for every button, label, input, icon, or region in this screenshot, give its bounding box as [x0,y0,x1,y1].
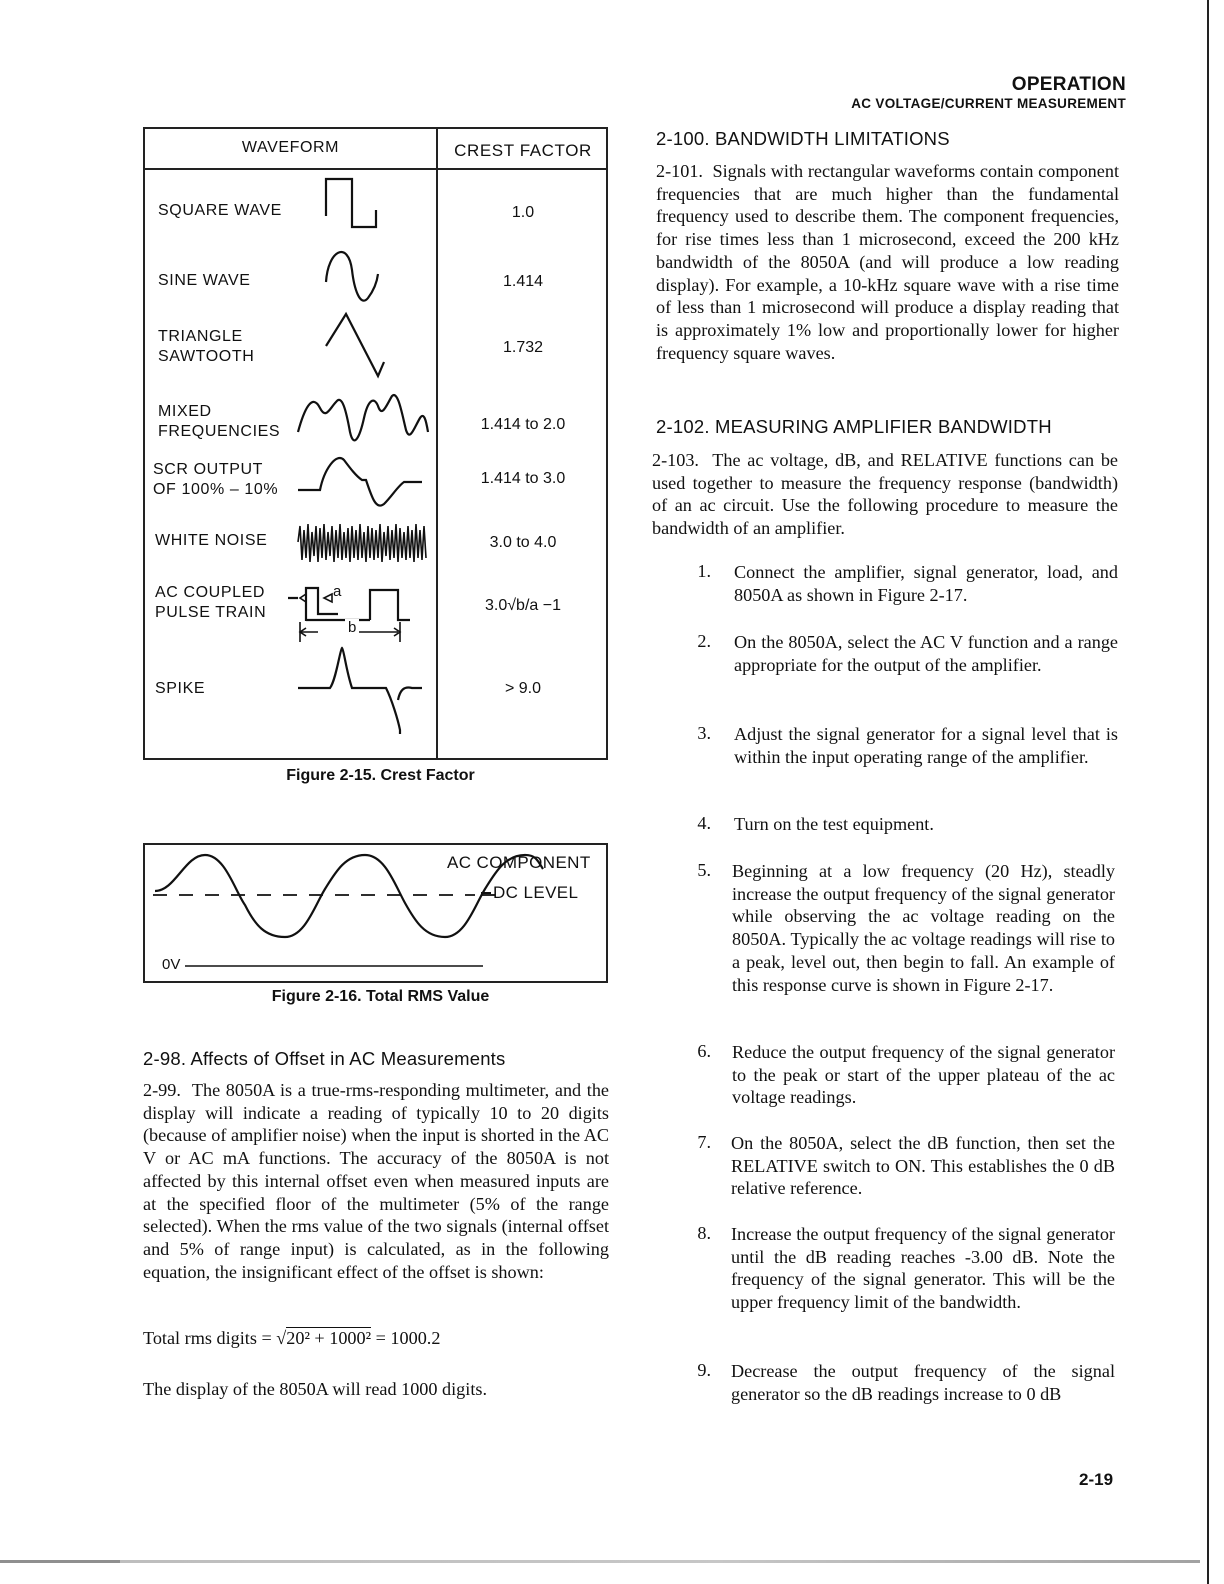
col-header-crest-factor: CREST FACTOR [454,141,592,160]
paragraph-text: The ac voltage, dB, and RELATIVE functions can be used together to measure the frequency response (bandwidth) of an ac circuit. Use the following procedure to measure the bandwidth of an amplifier. [652,450,1118,539]
step-number-4: 4. [697,813,711,833]
paragraph-2-101 [656,160,1119,364]
step-text-4: Turn on the test equipment. [734,814,934,834]
scr-output-icon [298,458,422,506]
paragraph-2-99 [143,1079,609,1283]
step-text-2: On the 8050A, select the AC V function and a range appropriate for the output of the amplifier. [734,632,1118,675]
step-number-6: 6. [697,1041,711,1061]
figure-2-15-caption: Figure 2-15. Crest Factor [286,767,475,784]
step-number-3: 3. [697,723,711,743]
row-label-spike: SPIKE [155,680,206,697]
spike-icon [298,648,422,734]
subsection-title: AC VOLTAGE/CURRENT MEASUREMENT [851,96,1126,111]
step-text-9: Decrease the output frequency of the signal generator so the dB readings increase to 0 dB [731,1361,1115,1404]
dc-level-label: DC LEVEL [493,883,579,902]
row-label-sine: SINE WAVE [158,272,251,289]
paragraph-number: 2-103. [652,450,699,470]
row-label-pulse-train: PULSE TRAIN [155,604,267,621]
row-label-square: SQUARE WAVE [158,202,282,219]
ac-component-label: AC COMPONENT [447,853,591,872]
step-text-3: Adjust the signal generator for a signal level that is within the input operating range of the amplifier. [734,724,1118,767]
row-label-triangle: TRIANGLE [158,328,243,345]
crest-value-spike: > 9.0 [504,680,542,697]
step-number-7: 7. [697,1132,711,1152]
step-text-8: Increase the output frequency of the signal generator until the dB reading reaches -3.00 dB. Note the frequency of the signal generator. This will be the upper frequency limit of the bandwidth. [731,1224,1115,1313]
dc-level-tick [481,892,491,894]
pulse-label-b: b [345,619,359,636]
sine-wave-icon [326,252,378,301]
crest-value-white-noise: 3.0 to 4.0 [489,534,557,551]
crest-value-triangle: 1.732 [502,339,544,356]
white-noise-icon [298,524,426,562]
step-number-8: 8. [697,1223,711,1243]
row-label-sawtooth: SAWTOOTH [158,348,255,365]
heading-2-100: 2-100. BANDWIDTH LIMITATIONS [656,128,950,149]
pulse-width-arrow [300,594,332,602]
heading-2-102: 2-102. MEASURING AMPLIFIER BANDWIDTH [656,416,1052,437]
crest-value-mixed: 1.414 to 2.0 [480,416,566,433]
display-reading-note: The display of the 8050A will read 1000 digits. [143,1379,487,1399]
crest-value-square: 1.0 [511,204,535,221]
crest-value-pulse-train: 3.0√b/a −1 [485,597,561,614]
row-label-frequencies: FREQUENCIES [158,423,281,440]
sqrt-symbol: √ [276,1328,287,1348]
col-header-waveform: WAVEFORM [241,139,340,156]
pulse-label-a: a [333,583,342,600]
row-label-mixed: MIXED [158,403,212,420]
step-number-9: 9. [697,1360,711,1380]
page-number: 2-19 [1079,1470,1114,1489]
paragraph-number: 2-101. [656,161,703,181]
crest-value-scr: 1.414 to 3.0 [480,470,566,487]
step-text-6: Reduce the output frequency of the signal generator to the peak or start of the upper plateau of the ac voltage readings. [732,1042,1115,1108]
zero-volt-label: 0V [162,956,181,973]
figure-2-16-caption: Figure 2-16. Total RMS Value [271,988,490,1005]
scan-edge-bottom [0,1560,1200,1563]
row-label-scr-percent: OF 100% – 10% [153,481,279,498]
heading-2-98: 2-98. Affects of Offset in AC Measurements [143,1048,506,1069]
section-title: OPERATION [1011,74,1126,95]
paragraph-2-103 [652,449,1118,540]
triangle-wave-icon [326,314,384,376]
paragraph-text: Signals with rectangular waveforms contain component frequencies that are much higher than the fundamental frequency used to describe them. The component frequencies, for rise times less than 1 microsecond, exceed the 200 kHz bandwidth of the 8050A (and will produce a low reading display). For example, a 10-kHz square wave with a rise time of less than 1 microsecond will produce a display reading that is approximately 1% low and proportionally lower for higher frequency square waves. [656,161,1119,363]
paragraph-text: The 8050A is a true-rms-responding multimeter, and the display will indicate a reading of typically 10 to 20 digits (because of amplifier noise) when the input is shorted in the AC V or AC mA functions. The accuracy of the 8050A is not affected by this internal offset even when measured inputs are at the specified floor of the multimeter (5% of the range selected). When the rms value of the two signals (internal offset and 5% of range input) is calculated, as in the following equation, the insignificant effect of the offset is shown: [143,1080,610,1282]
waveform-drawings [280,170,436,758]
step-number-2: 2. [697,631,711,651]
step-number-5: 5. [697,860,711,880]
row-label-ac-coupled: AC COUPLED [155,584,266,601]
row-label-scr-output: SCR OUTPUT [153,461,263,478]
step-text-1: Connect the amplifier, signal generator, load, and 8050A as shown in Figure 2-17. [734,562,1118,605]
equation-prefix: Total rms digits = [143,1328,277,1348]
step-text-7: On the 8050A, select the dB function, then set the RELATIVE switch to ON. This establishes the 0 dB relative reference. [731,1133,1115,1199]
equation-result: = 1000.2 [371,1328,441,1348]
step-text-5: Beginning at a low frequency (20 Hz), steadly increase the output frequency of the signal generator while observing the ac voltage reading on the 8050A. Typically the ac voltage readings will rise to a peak, level out, then begin to fall. An example of this response curve is shown in Figure 2-17. [732,861,1115,995]
scan-edge-right [1207,0,1209,1584]
square-wave-icon [326,179,376,227]
paragraph-number: 2-99. [143,1080,181,1100]
crest-value-sine: 1.414 [502,273,544,290]
mixed-frequency-icon [298,395,428,440]
rms-equation [143,1328,440,1349]
row-label-white-noise: WHITE NOISE [155,532,268,549]
step-number-1: 1. [697,561,711,581]
equation-radicand: 20² + 1000² [286,1328,372,1348]
